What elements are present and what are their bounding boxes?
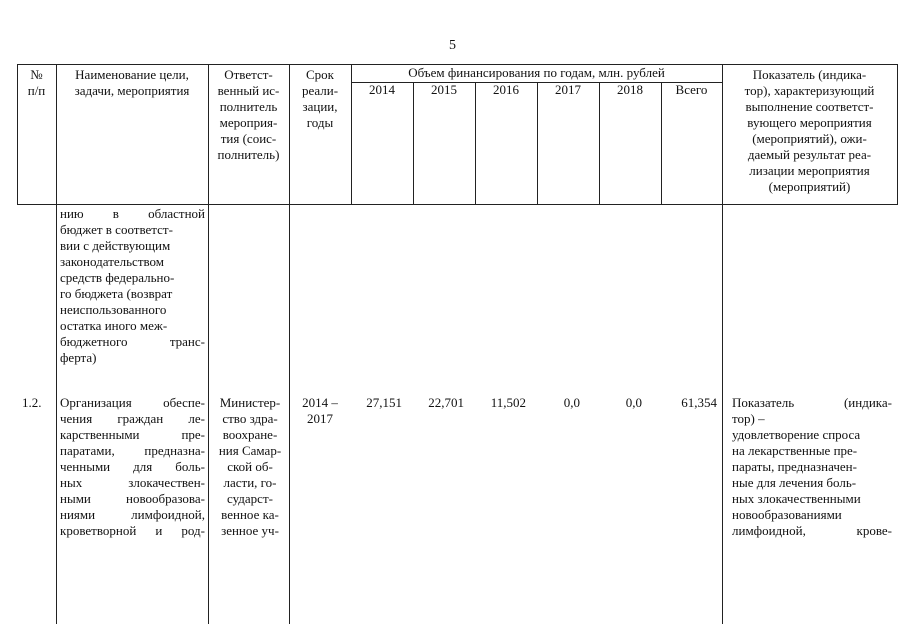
text-line: ными новообразова- <box>60 491 205 506</box>
text-line: ской об- <box>227 459 273 474</box>
text-line: ферта) <box>60 350 97 365</box>
header-name: Наименование цели, задачи, мероприятия <box>74 67 190 98</box>
value-2018: 0,0 <box>625 395 642 410</box>
text-line: 2014 – <box>302 395 338 410</box>
text-line: новообразованиями <box>732 507 842 522</box>
row-number: 1.2. <box>22 395 42 410</box>
header-year: 2014 <box>369 82 395 97</box>
text-line: ласти, го- <box>223 475 277 490</box>
header-period: Срок реали- зации, годы <box>301 67 339 130</box>
text-line: венное ка- <box>221 507 279 522</box>
value-2015: 22,701 <box>428 395 464 410</box>
value-2014: 27,151 <box>366 395 402 410</box>
text-line: средств федерально- <box>60 270 175 285</box>
text-line: параты, предназначен- <box>732 459 857 474</box>
text-line: неиспользованного <box>60 302 167 317</box>
col-border <box>599 82 600 205</box>
header-year: 2017 <box>555 82 581 97</box>
header-indicator: Показатель (индика- тор), характеризующий выполнение соответст- вующего мероприятия (мероприятий), ожи- даемый результат реа- лизации мероприятия (мероприятий) <box>744 67 875 194</box>
text-line: зенное уч- <box>221 523 279 538</box>
text-line: карственными пре- <box>60 427 205 442</box>
text-line: бюджет в соответст- <box>60 222 173 237</box>
text-line: чения граждан ле- <box>60 411 205 426</box>
text-line: бюджетного транс- <box>60 334 205 349</box>
col-border <box>413 82 414 205</box>
value-2016: 11,502 <box>490 395 526 410</box>
text-line: ченными для боль- <box>60 459 205 474</box>
text-line: на лекарственные пре- <box>732 443 858 458</box>
continuation-text <box>60 206 205 366</box>
text-line: сударст- <box>227 491 273 506</box>
text-line: лимфоидной, крове- <box>732 523 892 538</box>
text-line: паратами, предназна- <box>60 443 205 458</box>
text-line: воохране- <box>222 427 278 442</box>
col-border <box>897 64 898 205</box>
text-line: законодательством <box>60 254 165 269</box>
col-border <box>537 82 538 205</box>
text-line: Организация обеспе- <box>60 395 205 410</box>
row-responsible <box>212 395 288 539</box>
header-financing: Объем финансирования по годам, млн. рублей <box>408 65 665 80</box>
text-line: ных злокачественными <box>732 491 861 506</box>
text-line: го бюджета (возврат <box>60 286 173 301</box>
value-2017: 0,0 <box>563 395 580 410</box>
text-line: ния Самар- <box>218 443 282 458</box>
text-line: ных злокачествен- <box>60 475 205 490</box>
header-responsible: Ответст- венный ис- полнитель мероприя- тия (соис- полнитель) <box>217 67 280 162</box>
page-number: 5 <box>449 38 456 53</box>
text-line: остатка иного меж- <box>60 318 168 333</box>
text-line: кроветворной и род- <box>60 523 205 538</box>
col-border <box>475 82 476 205</box>
row-name <box>60 395 205 539</box>
row-indicator <box>732 395 892 539</box>
header-num: № п/п <box>27 67 46 98</box>
text-line: Министер- <box>219 395 281 410</box>
header-year: 2015 <box>431 82 457 97</box>
col-border <box>661 82 662 205</box>
header-year: 2018 <box>617 82 643 97</box>
col-border <box>56 64 57 624</box>
row-period <box>289 395 351 427</box>
text-line: ниями лимфоидной, <box>60 507 205 522</box>
header-total: Всего <box>675 82 708 97</box>
text-line: нию в областной <box>60 206 205 221</box>
text-line: ные для лечения боль- <box>732 475 857 490</box>
text-line: ство здра- <box>222 411 278 426</box>
text-line: 2017 <box>307 411 333 426</box>
text-line: Показатель (индика- <box>732 395 892 410</box>
value-total: 61,354 <box>681 395 717 410</box>
text-line: тор) – <box>732 411 765 426</box>
header-bottom-border <box>17 204 897 205</box>
text-line: удовлетворение спроса <box>732 427 861 442</box>
header-year: 2016 <box>493 82 519 97</box>
col-border <box>289 64 290 624</box>
text-line: вии с действующим <box>60 238 171 253</box>
